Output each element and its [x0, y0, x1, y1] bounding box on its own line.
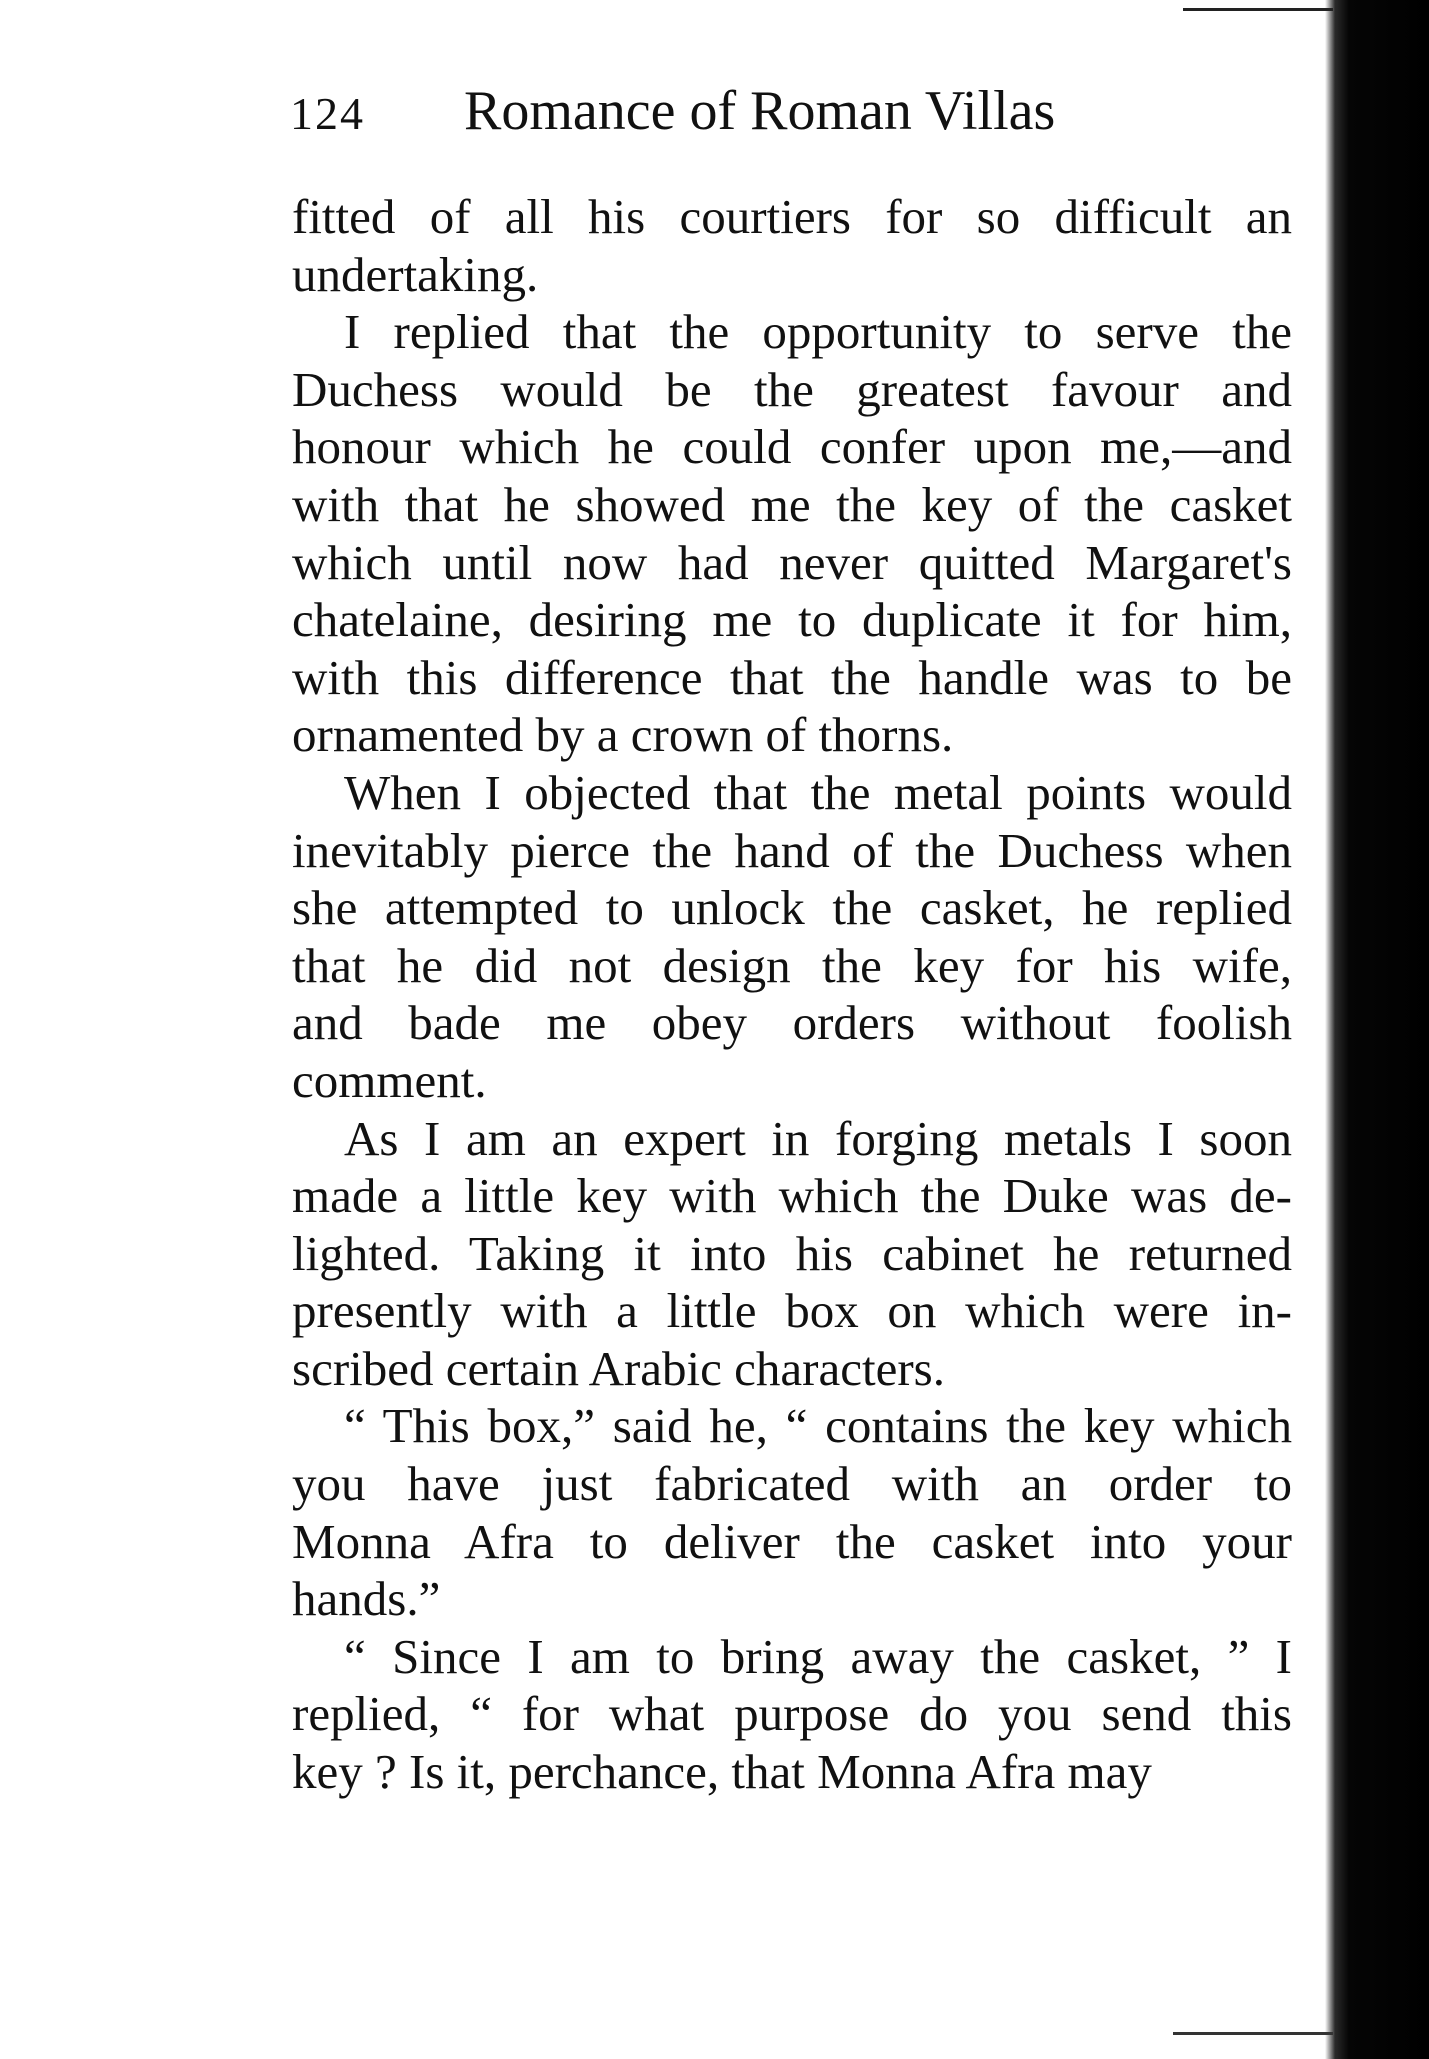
text-line: “ Since I am to bring away the casket, ” I: [344, 1628, 1292, 1684]
paragraph: [292, 188, 1292, 303]
text-line: undertaking.: [292, 246, 539, 302]
text-line: lighted. Taking it into his cabinet he returned: [292, 1225, 1292, 1281]
text-line: with this difference that the handle was to be: [292, 649, 1292, 705]
text-line: ornamented by a crown of thorns.: [292, 707, 954, 763]
text-line: Monna Afra to deliver the casket into your: [292, 1513, 1292, 1569]
text-line: When I objected that the metal points would: [344, 764, 1292, 820]
text-line: and bade me obey orders without foolish: [292, 995, 1292, 1051]
paragraph: [292, 1397, 1292, 1627]
text-line: you have just fabricated with an order to: [292, 1456, 1292, 1512]
page-number: 124: [290, 88, 365, 139]
text-line: replied, “ for what purpose do you send this: [292, 1686, 1292, 1742]
text-line: that he did not design the key for his wife,: [292, 937, 1292, 993]
page-edge-top-rule: [1183, 8, 1333, 11]
text-line: chatelaine, desiring me to duplicate it for him,: [292, 592, 1292, 648]
text-line: fitted of all his courtiers for so difficult an: [292, 189, 1292, 244]
text-line: scribed certain Arabic characters.: [292, 1340, 945, 1396]
text-line: Duchess would be the greatest favour and: [292, 361, 1292, 417]
page-edge-bottom-rule: [1173, 2032, 1333, 2035]
paragraph: [292, 764, 1292, 1110]
text-line: “ This box,” said he, “ contains the key which: [344, 1398, 1292, 1454]
paragraph: [292, 303, 1292, 764]
running-head: Romance of Roman Villas: [464, 80, 1056, 142]
text-line: honour which he could confer upon me,—and: [292, 419, 1292, 475]
scanned-page-edge: [1325, 0, 1429, 2059]
text-line: presently with a little box on which were in-: [292, 1283, 1292, 1339]
text-line: As I am an expert in forging metals I soon: [344, 1110, 1292, 1166]
paragraph: [292, 1110, 1292, 1398]
paragraph: [292, 1628, 1292, 1801]
text-line: inevitably pierce the hand of the Duchess when: [292, 822, 1292, 878]
body-text: [292, 188, 1292, 1801]
text-line: which until now had never quitted Margaret's: [292, 534, 1292, 590]
text-line: hands.”: [292, 1571, 441, 1627]
text-line: she attempted to unlock the casket, he replied: [292, 880, 1292, 936]
text-line: comment.: [292, 1052, 487, 1108]
text-line: made a little key with which the Duke was de-: [292, 1168, 1292, 1224]
text-line: with that he showed me the key of the casket: [292, 476, 1292, 532]
text-line: key ? Is it, perchance, that Monna Afra may: [292, 1744, 1152, 1800]
text-line: I replied that the opportunity to serve the: [344, 304, 1292, 360]
page-header: [290, 66, 1310, 156]
